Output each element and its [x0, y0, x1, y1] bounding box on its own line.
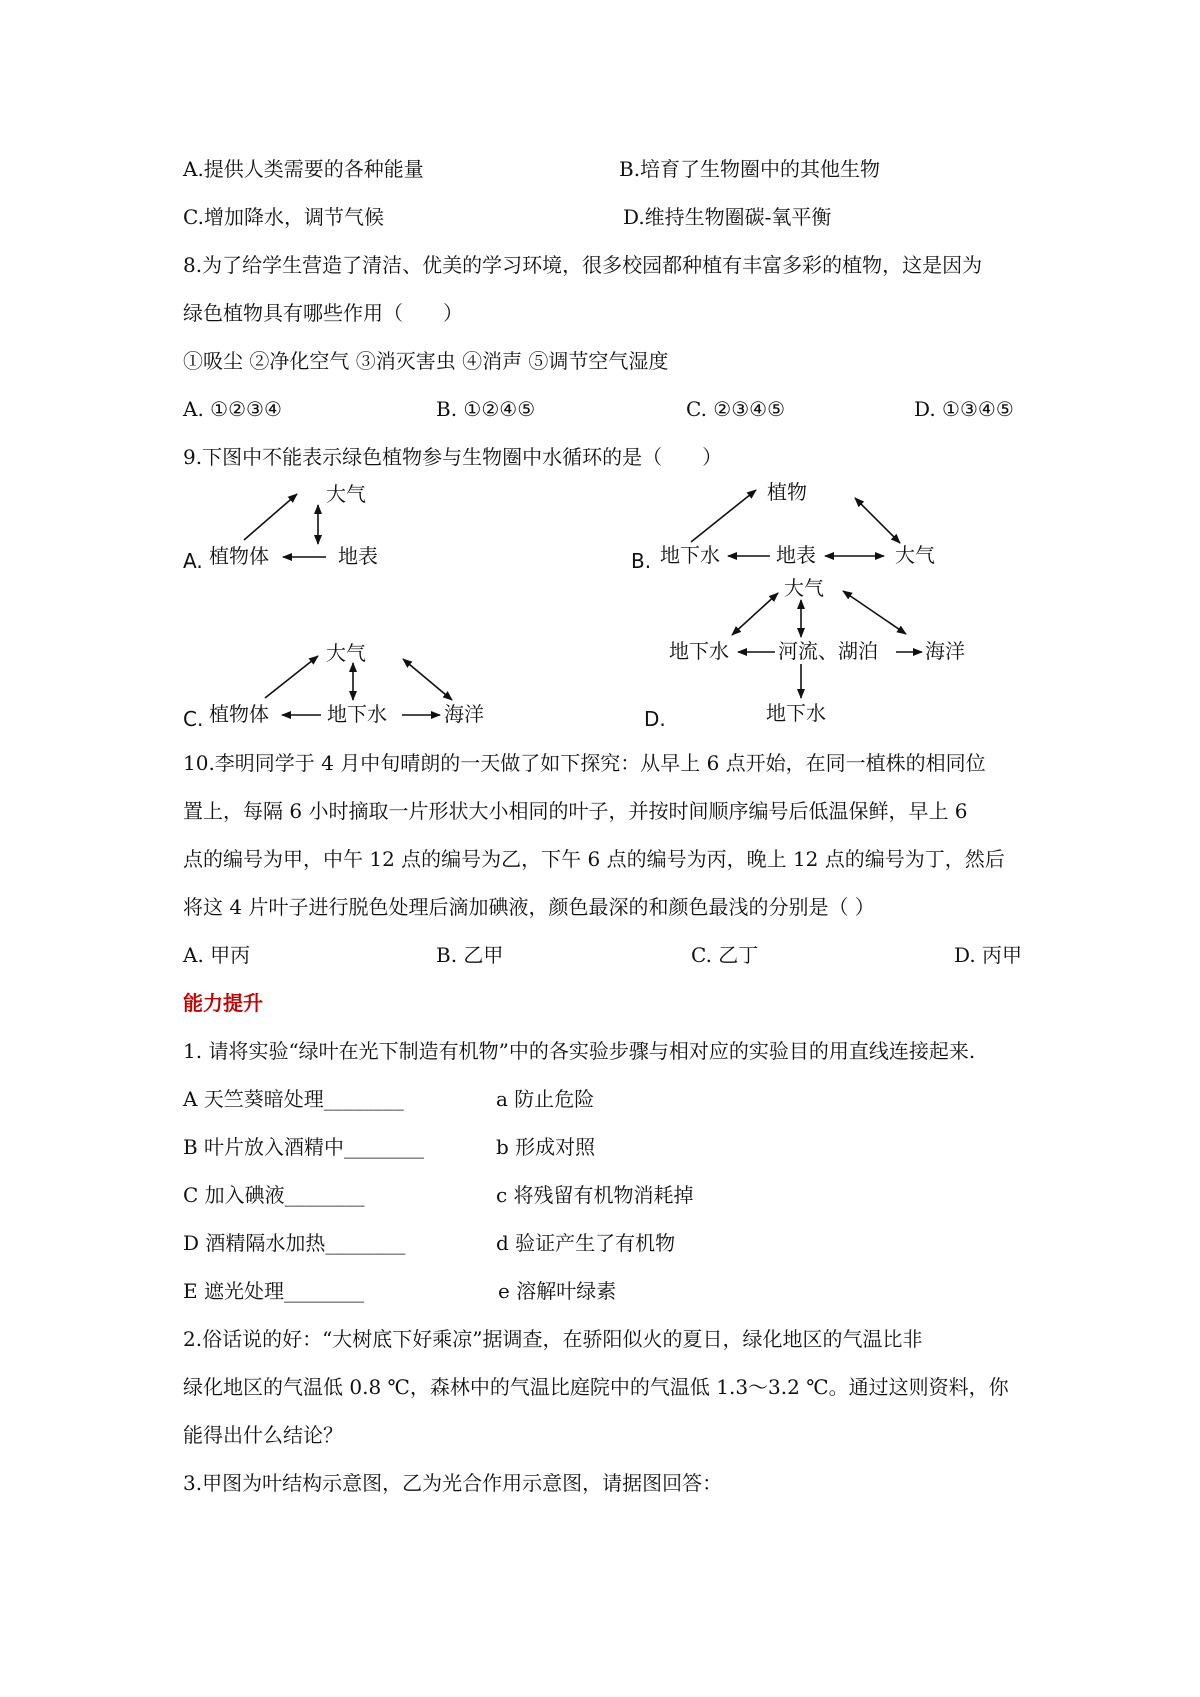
q9-b-arrow-groundwater-to-plant	[691, 490, 756, 542]
p2-line2: 绿化地区的气温低 0.8 ℃，森林中的气温比庭院中的气温低 1.3～3.2 ℃。通过这则资料，你	[183, 1375, 1009, 1399]
q9-d-label-haiyang: 海洋	[925, 639, 965, 663]
q7-option-a: A.提供人类需要的各种能量	[183, 157, 424, 181]
q9-d-label-dixiashui-left: 地下水	[669, 639, 729, 663]
q9-c-label-haiyang: 海洋	[444, 702, 484, 726]
q8-option-c: C. ②③④⑤	[686, 397, 786, 421]
q10-option-c: C. 乙丁	[691, 943, 759, 967]
q9-a-label-zhiwuti: 植物体	[209, 544, 269, 568]
q9-c-label-zhiwuti: 植物体	[209, 702, 269, 726]
q9-c-arrow-plant-to-air	[265, 656, 318, 698]
q9-c-letter: C.	[183, 707, 204, 731]
q9-b-label-dibiao: 地表	[776, 543, 816, 567]
q9-d-letter: D.	[644, 707, 666, 731]
p1-step: E 遮光处理________	[183, 1279, 364, 1303]
q10-stem-line2: 置上，每隔 6 小时摘取一片形状大小相同的叶子，并按时间顺序编号后低温保鲜，早上 6	[183, 799, 968, 823]
q9-diagram-d	[644, 576, 965, 731]
q9-d-label-dixiashui-bottom: 地下水	[766, 701, 826, 725]
p1-purpose: e 溶解叶绿素	[498, 1279, 617, 1303]
q9-diagrams	[0, 0, 1200, 760]
q8-stem-line1: 8.为了给学生营造了清洁、优美的学习环境，很多校园都种植有丰富多彩的植物，这是因为	[183, 253, 983, 277]
p1-purpose: b 形成对照	[496, 1135, 596, 1159]
q8-option-a: A. ①②③④	[183, 397, 282, 421]
p1-purpose: a 防止危险	[496, 1087, 595, 1111]
q9-d-label-heliu: 河流、湖泊	[778, 639, 878, 663]
q9-diagram-c	[183, 641, 484, 731]
p1-step: D 酒精隔水加热________	[183, 1231, 406, 1255]
q8-stem-line2: 绿色植物具有哪些作用（ ）	[183, 301, 463, 325]
p1-step: B 叶片放入酒精中________	[183, 1135, 425, 1159]
q10-option-a: A. 甲丙	[183, 943, 251, 967]
q10-stem-line4: 将这 4 片叶子进行脱色处理后滴加碘液，颜色最深的和颜色最浅的分别是（ ）	[183, 895, 875, 919]
p1-stem: 1. 请将实验“绿叶在光下制造有机物”中的各实验步骤与相对应的实验目的用直线连接起来.	[183, 1039, 976, 1063]
q10-stem-line3: 点的编号为甲，中午 12 点的编号为乙，下午 6 点的编号为丙，晚上 12 点的编号为丁，然后	[183, 847, 1005, 871]
q7-option-b: B.培育了生物圈中的其他生物	[619, 157, 881, 181]
p2-line1: 2.俗话说的好：“大树底下好乘凉”据调查，在骄阳似火的夏日，绿化地区的气温比非	[183, 1327, 923, 1351]
q8-items: ①吸尘 ②净化空气 ③消灭害虫 ④消声 ⑤调节空气湿度	[183, 349, 669, 373]
q9-b-arrow-plant-air	[855, 498, 900, 543]
p2-line3: 能得出什么结论？	[183, 1423, 343, 1447]
q9-a-label-dibiao: 地表	[338, 544, 378, 568]
q9-d-arrow-air-ocean	[843, 591, 906, 634]
q9-b-label-daqi: 大气	[895, 543, 935, 567]
q9-d-arrow-groundwater-air	[732, 593, 778, 635]
q9-a-letter: A.	[183, 549, 203, 573]
section-title: 能力提升	[183, 991, 263, 1015]
p1-purpose: c 将残留有机物消耗掉	[496, 1183, 694, 1207]
q10-stem-line1: 10.李明同学于 4 月中旬晴朗的一天做了如下探究：从早上 6 点开始，在同一植株的相同位	[183, 751, 986, 775]
p1-step: A 天竺葵暗处理________	[183, 1087, 404, 1111]
q7-option-c: C.增加降水，调节气候	[183, 205, 384, 229]
q9-c-arrow-air-ocean	[403, 659, 452, 700]
q7-option-d: D.维持生物圈碳-氧平衡	[623, 205, 832, 229]
q10-option-d: D. 丙甲	[954, 943, 1023, 967]
q8-option-d: D. ①③④⑤	[914, 397, 1014, 421]
p1-step: C 加入碘液________	[183, 1183, 365, 1207]
q9-a-label-daqi: 大气	[326, 482, 366, 506]
q9-a-arrow-plant-to-air	[244, 494, 297, 540]
q9-diagram-b	[631, 480, 935, 573]
q9-b-label-dixiashui: 地下水	[660, 543, 720, 567]
p3-stem: 3.甲图为叶结构示意图，乙为光合作用示意图，请据图回答：	[183, 1471, 723, 1495]
q9-b-label-zhiwu: 植物	[767, 480, 807, 504]
q8-option-b: B. ①②④⑤	[436, 397, 536, 421]
q9-d-label-daqi: 大气	[784, 576, 824, 600]
q9-stem: 9.下图中不能表示绿色植物参与生物圈中水循环的是（ ）	[183, 445, 723, 469]
p1-purpose: d 验证产生了有机物	[496, 1231, 676, 1255]
q9-b-letter: B.	[631, 549, 652, 573]
q9-c-label-dixiashui: 地下水	[327, 702, 387, 726]
q9-diagram-a	[183, 482, 378, 573]
q10-option-b: B. 乙甲	[436, 943, 504, 967]
q9-c-label-daqi: 大气	[326, 641, 366, 665]
